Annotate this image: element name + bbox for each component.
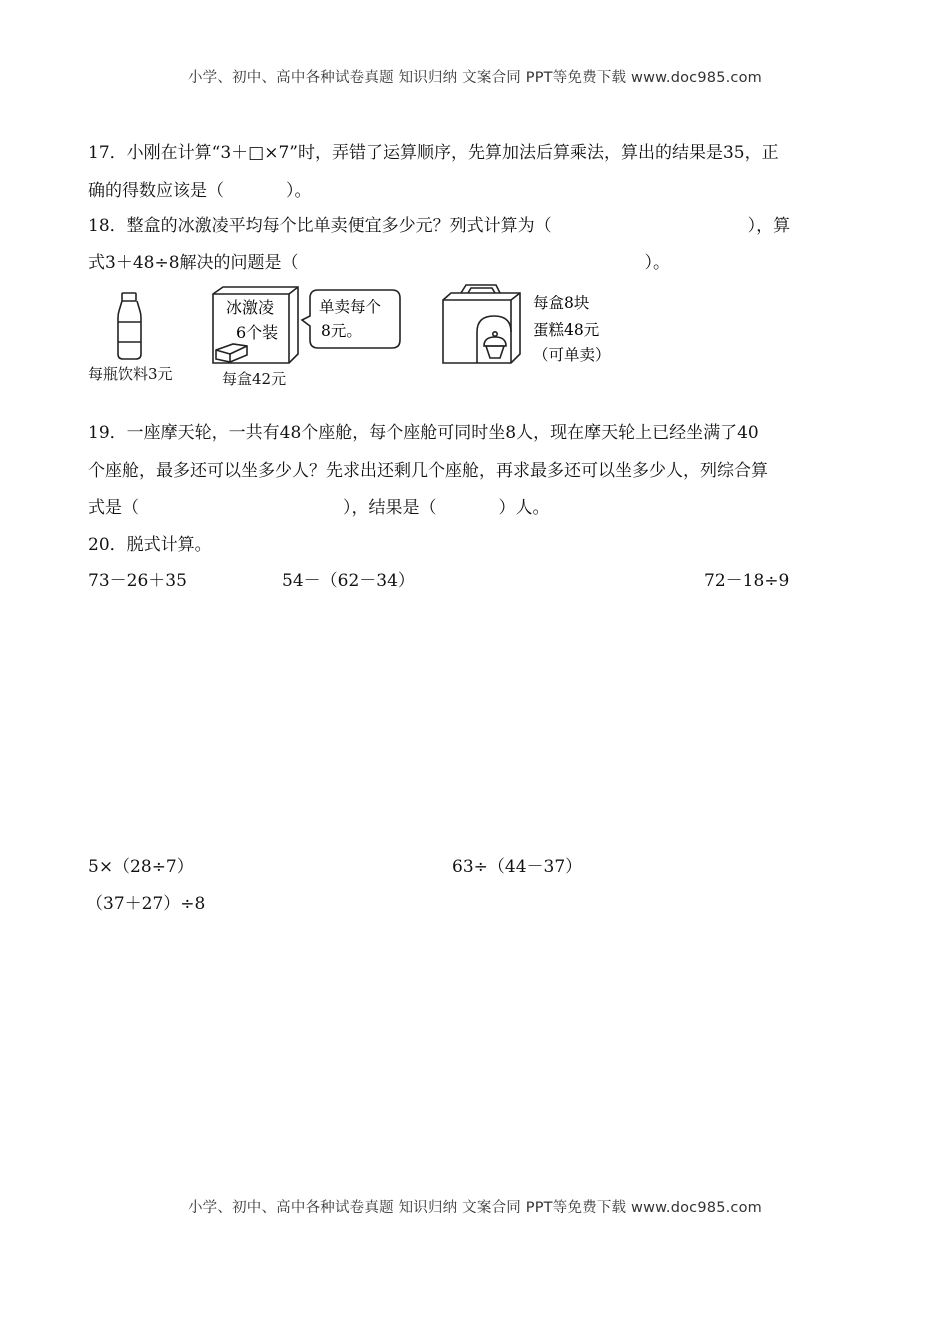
q20-title: 20．脱式计算。: [88, 535, 212, 555]
q19-line3-text: 式是（: [88, 498, 139, 518]
q19-line2: 个座舱，最多还可以坐多少人？先求出还剩几个座舱，再求最多还可以坐多少人，列综合算: [88, 461, 768, 481]
q18-line1: [88, 211, 790, 236]
cake-line3: （可单卖）: [533, 346, 611, 364]
bubble-line1: 单卖每个: [319, 298, 382, 316]
cake-box-icon: [443, 285, 520, 363]
calc-expr-5: 63÷（44－37）: [452, 857, 583, 877]
page-footer: 小学、初中、高中各种试卷真题 知识归纳 文案合同 PPT等免费下载 www.doc985.com: [187, 1200, 763, 1216]
q18-line1-end: ），算: [747, 216, 791, 236]
cake-line1: 每盒8块: [533, 294, 590, 312]
q18-line2-end: ）。: [644, 253, 671, 273]
q17-line2-end: ）。: [286, 181, 312, 201]
icecream-box-line2: 6个装: [236, 323, 279, 342]
q19-line3-end: ）人。: [498, 498, 550, 518]
q19-line1: 19．一座摩天轮，一共有48个座舱，每个座舱可同时坐8人，现在摩天轮上已经坐满了40: [88, 423, 759, 443]
q19-line3-mid: ），结果是（: [343, 498, 437, 518]
q18-line2-text: 式3＋48÷8解决的问题是（: [88, 253, 299, 273]
calc-expr-3: 72－18÷9: [704, 571, 790, 591]
q18-line1-text: 18．整盒的冰激凌平均每个比单卖便宜多少元？列式计算为（: [88, 216, 552, 236]
q17-line2-text: 确的得数应该是（: [88, 181, 224, 201]
icecream-box-line1: 冰激凌: [226, 298, 275, 317]
q19-line3: [88, 493, 550, 518]
q18-line2: [88, 248, 670, 273]
icecream-caption: 每盒42元: [222, 370, 287, 388]
cake-line2: 蛋糕48元: [533, 321, 600, 339]
calc-expr-4: 5×（28÷7）: [88, 857, 194, 877]
calc-expr-6: （37＋27）÷8: [86, 894, 206, 914]
q17-line1: 17．小刚在计算“3＋□×7”时，弄错了运算顺序，先算加法后算乘法，算出的结果是35，正: [88, 143, 779, 163]
calc-expr-2: 54－（62－34）: [282, 571, 415, 591]
drink-bottle-icon: [118, 293, 141, 359]
q17-line2: [88, 176, 312, 201]
drink-caption: 每瓶饮料3元: [88, 365, 173, 383]
calc-expr-1: 73－26＋35: [88, 571, 187, 591]
bubble-line2: 8元。: [321, 322, 362, 340]
page-header: 小学、初中、高中各种试卷真题 知识归纳 文案合同 PPT等免费下载 www.doc985.com: [187, 70, 763, 86]
